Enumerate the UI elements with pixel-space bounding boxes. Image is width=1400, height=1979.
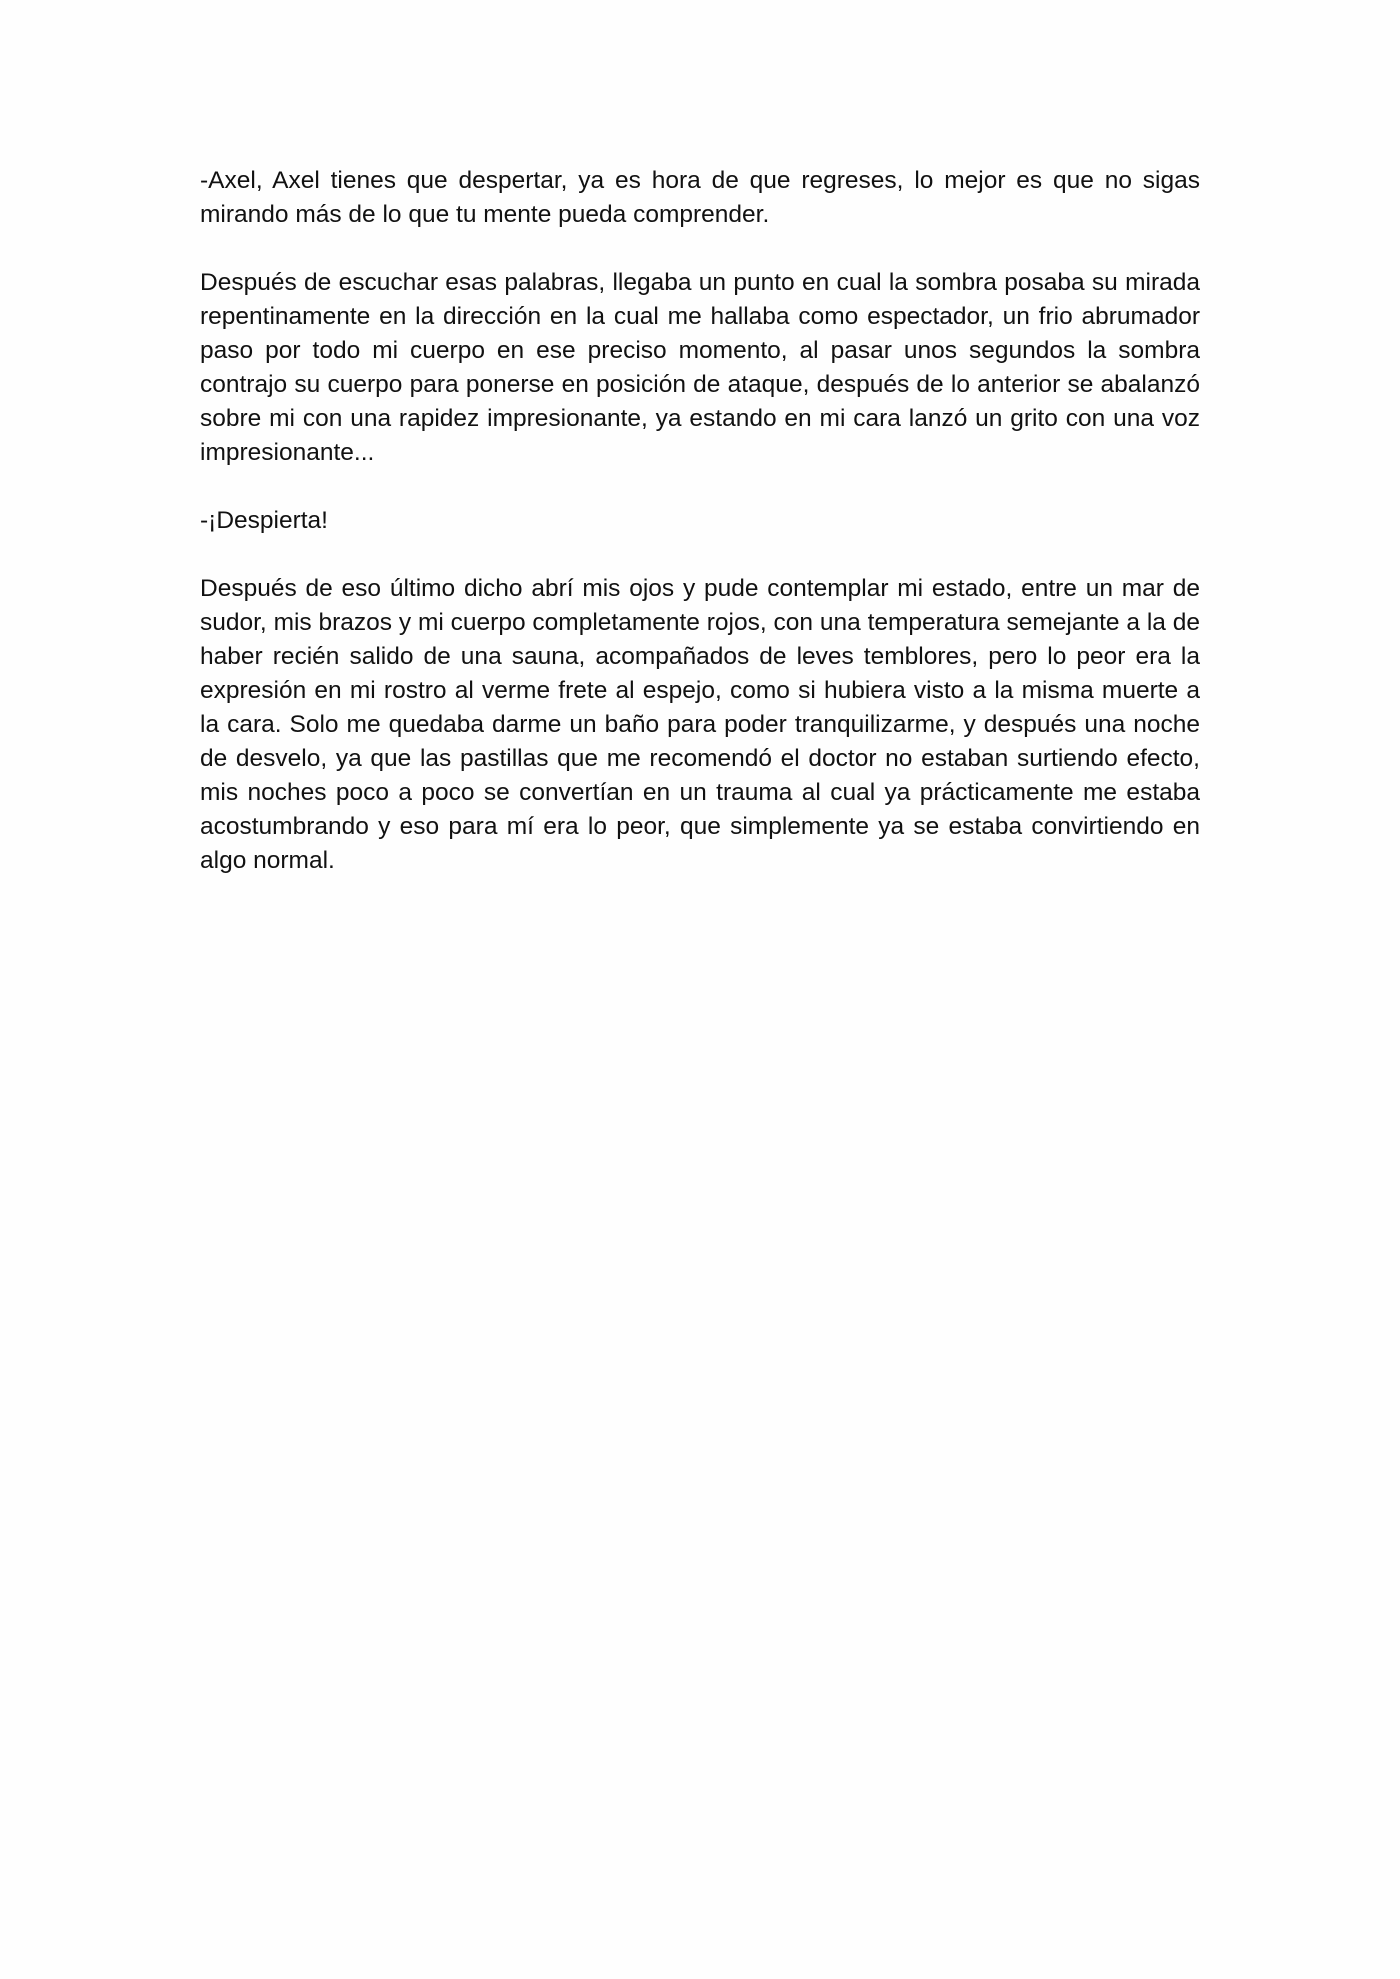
paragraph-dialogue-despierta: -¡Despierta! bbox=[200, 507, 328, 534]
document-body bbox=[200, 164, 1200, 912]
paragraph-shadow-attack: Después de escuchar esas palabras, llegaba un punto en cual la sombra posaba su mirada repentinamente en la dirección en la cual me hallaba como espectador, un frio abrumador paso por todo mi cuerpo en ese preciso momento, al pasar unos segundos la sombra contrajo su cuerpo para ponerse en posición de ataque, después de lo anterior se abalanzó sobre mi con una rapidez impresionante, ya estando en mi cara lanzó un grito con una voz impresionante... bbox=[200, 269, 1200, 466]
paragraph-dialogue-axel: -Axel, Axel tienes que despertar, ya es hora de que regreses, lo mejor es que no sigas mirando más de lo que tu mente pueda comprender. bbox=[200, 167, 1200, 228]
paragraph-waking-up: Después de eso último dicho abrí mis ojos y pude contemplar mi estado, entre un mar de sudor, mis brazos y mi cuerpo completamente rojos, con una temperatura semejante a la de haber recién salido de una sauna, acompañados de leves temblores, pero lo peor era la expresión en mi rostro al verme frete al espejo, como si hubiera visto a la misma muerte a la cara. Solo me quedaba darme un baño para poder tranquilizarme, y después una noche de desvelo, ya que las pastillas que me recomendó el doctor no estaban surtiendo efecto, mis noches poco a poco se convertían en un trauma al cual ya prácticamente me estaba acostumbrando y eso para mí era lo peor, que simplemente ya se estaba convirtiendo en algo normal. bbox=[200, 575, 1200, 874]
